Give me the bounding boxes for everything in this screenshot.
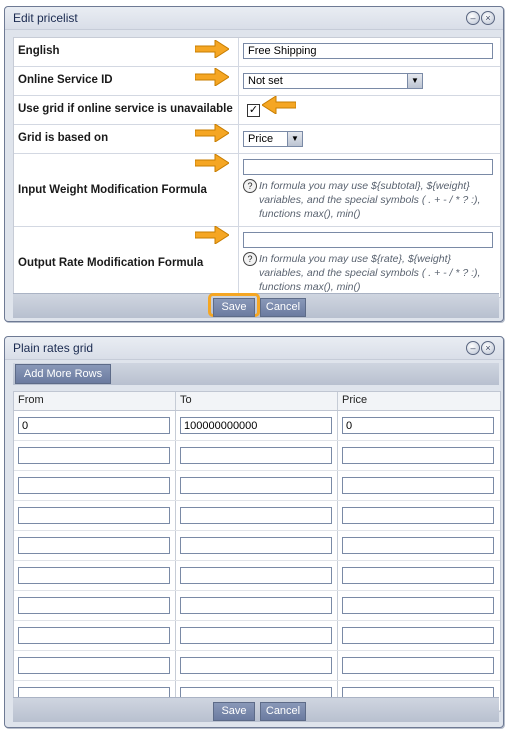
panel-title: Plain rates grid: [13, 341, 94, 355]
column-divider: [175, 392, 176, 410]
to-input[interactable]: [180, 597, 332, 614]
from-input[interactable]: [18, 627, 170, 644]
question-icon: ?: [243, 179, 257, 193]
online-service-row: [14, 67, 500, 96]
minimize-icon[interactable]: –: [466, 11, 480, 25]
column-divider: [175, 621, 176, 650]
column-divider: [175, 651, 176, 680]
arrow-right-icon: [195, 68, 229, 86]
column-divider: [337, 441, 338, 470]
english-row: [14, 38, 500, 67]
output-rate-hint-text: In formula you may use ${rate}, ${weight} variables, and the special symbols ( . + - / * ? :), functions max(), min(): [259, 253, 481, 293]
column-divider: [175, 411, 176, 440]
table-row: [14, 471, 500, 501]
column-divider: [337, 501, 338, 530]
column-divider: [175, 531, 176, 560]
grid-based-row: [14, 125, 500, 154]
column-divider: [337, 471, 338, 500]
column-divider: [175, 441, 176, 470]
use-grid-label: Use grid if online service is unavailable: [18, 103, 233, 115]
column-divider: [175, 591, 176, 620]
price-input[interactable]: [342, 597, 494, 614]
online-service-label: Online Service ID: [18, 74, 113, 86]
english-name-input[interactable]: [243, 43, 493, 59]
grid-based-value-cell: [239, 125, 500, 153]
panel-header: [5, 7, 503, 30]
input-weight-hint: [243, 179, 483, 221]
to-input[interactable]: [180, 417, 332, 434]
table-body: [14, 411, 500, 711]
input-weight-hint-text: In formula you may use ${subtotal}, ${weight} variables, and the special symbols ( . + - / * ? :), functions max(), min(): [259, 180, 481, 220]
price-input[interactable]: [342, 447, 494, 464]
input-weight-label: Input Weight Modification Formula: [18, 184, 207, 196]
panel-header: [5, 337, 503, 360]
arrow-left-icon: [262, 96, 296, 114]
column-divider: [175, 471, 176, 500]
english-value-cell: [239, 38, 500, 66]
table-row: [14, 621, 500, 651]
column-header-price: Price: [342, 394, 368, 406]
output-rate-label: Output Rate Modification Formula: [18, 257, 204, 269]
add-more-rows-button[interactable]: Add More Rows: [15, 364, 111, 384]
output-rate-hint: [243, 252, 483, 294]
price-input[interactable]: [342, 627, 494, 644]
to-input[interactable]: [180, 507, 332, 524]
price-input[interactable]: [342, 537, 494, 554]
table-row: [14, 501, 500, 531]
from-input[interactable]: [18, 477, 170, 494]
column-divider: [175, 561, 176, 590]
arrow-right-icon: [195, 226, 229, 244]
from-input[interactable]: [18, 417, 170, 434]
output-rate-value-cell: [239, 227, 500, 297]
price-input[interactable]: [342, 507, 494, 524]
table-header: [14, 392, 500, 411]
panel-controls: [466, 341, 495, 355]
pricelist-button-bar: [13, 293, 499, 318]
cancel-button[interactable]: Cancel: [260, 298, 306, 317]
pricelist-form: [13, 37, 501, 298]
input-weight-row: [14, 154, 500, 227]
column-divider: [337, 651, 338, 680]
close-icon[interactable]: ×: [481, 341, 495, 355]
from-input[interactable]: [18, 597, 170, 614]
table-row: [14, 411, 500, 441]
chevron-down-icon[interactable]: ▼: [287, 132, 302, 146]
save-button[interactable]: Save: [213, 298, 255, 317]
column-divider: [175, 501, 176, 530]
column-divider: [337, 621, 338, 650]
price-input[interactable]: [342, 417, 494, 434]
question-icon: ?: [243, 252, 257, 266]
save-button[interactable]: Save: [213, 702, 255, 721]
panel-controls: [466, 11, 495, 25]
input-weight-formula-input[interactable]: [243, 159, 493, 175]
grid-toolbar: [13, 363, 499, 385]
output-rate-row: [14, 227, 500, 297]
grid-based-label: Grid is based on: [18, 132, 109, 144]
from-input[interactable]: [18, 447, 170, 464]
close-icon[interactable]: ×: [481, 11, 495, 25]
online-service-selected: Not set: [248, 75, 283, 87]
chevron-down-icon[interactable]: ▼: [407, 74, 422, 88]
rates-table: [13, 391, 501, 712]
arrow-right-icon: [195, 40, 229, 58]
price-input[interactable]: [342, 657, 494, 674]
arrow-right-icon: [195, 154, 229, 172]
from-input[interactable]: [18, 537, 170, 554]
table-row: [14, 561, 500, 591]
column-divider: [337, 392, 338, 410]
table-row: [14, 531, 500, 561]
grid-button-bar: [13, 697, 499, 722]
grid-based-select[interactable]: [243, 131, 303, 147]
column-divider: [337, 591, 338, 620]
use-grid-checkbox[interactable]: ✓: [248, 104, 259, 116]
to-input[interactable]: [180, 567, 332, 584]
rates-grid-panel: [4, 336, 504, 728]
online-service-value-cell: [239, 67, 500, 95]
table-row: [14, 441, 500, 471]
column-divider: [337, 411, 338, 440]
grid-based-selected: Price: [248, 133, 274, 145]
price-input[interactable]: [342, 477, 494, 494]
from-input[interactable]: [18, 567, 170, 584]
to-input[interactable]: [180, 627, 332, 644]
column-divider: [337, 531, 338, 560]
from-input[interactable]: [18, 507, 170, 524]
to-input[interactable]: [180, 477, 332, 494]
cancel-button[interactable]: Cancel: [260, 702, 306, 721]
column-header-from: From: [18, 394, 44, 406]
to-input[interactable]: [180, 447, 332, 464]
to-input[interactable]: [180, 657, 332, 674]
to-input[interactable]: [180, 537, 332, 554]
edit-pricelist-panel: [4, 6, 504, 322]
price-input[interactable]: [342, 567, 494, 584]
table-row: [14, 591, 500, 621]
table-row: [14, 651, 500, 681]
english-label: English: [18, 45, 60, 57]
input-weight-value-cell: [239, 154, 500, 226]
arrow-right-icon: [195, 124, 229, 142]
panel-title: Edit pricelist: [13, 11, 78, 25]
use-grid-label-cell: [14, 96, 239, 124]
from-input[interactable]: [18, 657, 170, 674]
minimize-icon[interactable]: –: [466, 341, 480, 355]
output-rate-formula-input[interactable]: [243, 232, 493, 248]
column-header-to: To: [180, 394, 192, 406]
online-service-select[interactable]: [243, 73, 423, 89]
use-grid-row: [14, 96, 500, 125]
column-divider: [337, 561, 338, 590]
